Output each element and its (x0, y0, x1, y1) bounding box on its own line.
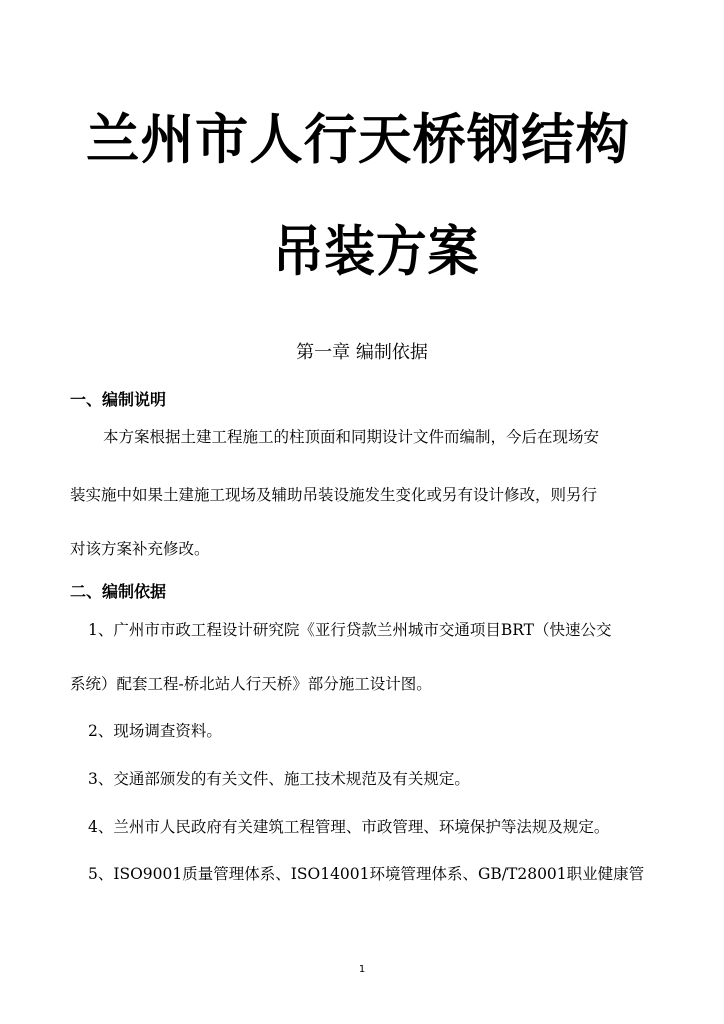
basis-list-item: 2、现场调查资料。 (88, 722, 222, 740)
basis-list-item: 1、广州市市政工程设计研究院《亚行贷款兰州城市交通项目BRT（快速公交 (88, 621, 612, 639)
page-number: 1 (358, 964, 366, 975)
section-heading-preparation-basis: 二、编制依据 (70, 582, 167, 601)
section-heading-preparation-notes: 一、编制说明 (70, 390, 167, 409)
basis-list-item-continuation: 系统）配套工程-桥北站人行天桥》部分施工设计图。 (70, 675, 432, 693)
chapter-heading: 第一章 编制依据 (296, 342, 428, 363)
basis-list-item: 3、交通部颁发的有关文件、施工技术规范及有关规定。 (88, 770, 470, 788)
paragraph-line: 本方案根据土建工程施工的柱顶面和同期设计文件而编制，今后在现场安 (103, 428, 600, 446)
paragraph-line: 对该方案补充修改。 (70, 540, 210, 558)
basis-list-item: 5、ISO9001质量管理体系、ISO14001环境管理体系、GB/T28001职业健康管 (88, 865, 645, 883)
document-title-line-1: 兰州市人行天桥钢结构 (86, 108, 630, 171)
basis-list-item: 4、兰州市人民政府有关建筑工程管理、市政管理、环境保护等法规及规定。 (88, 818, 610, 836)
paragraph-line: 装实施中如果土建施工现场及辅助吊装设施发生变化或另有设计修改，则另行 (70, 486, 598, 504)
document-title-line-2: 吊装方案 (272, 220, 480, 283)
